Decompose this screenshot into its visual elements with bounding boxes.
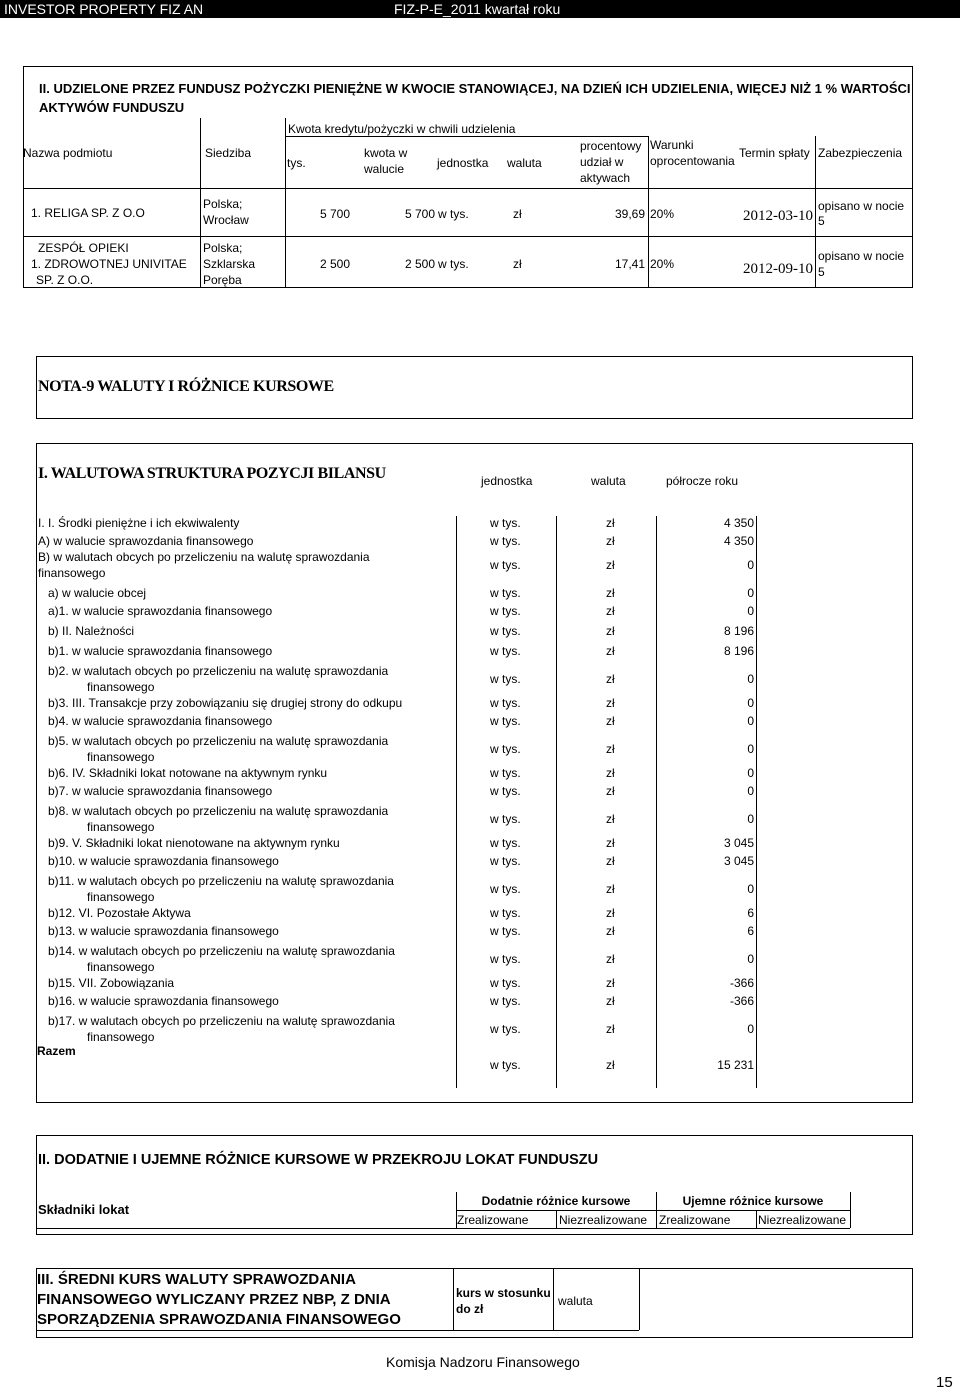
row-value: 0 [747, 586, 754, 600]
loan-row-siedziba: Polska; [203, 241, 243, 255]
section2-sub-col: Zrealizowane [659, 1213, 731, 1227]
loans-title-line2: AKTYWÓW FUNDUSZU [39, 100, 185, 115]
loan-row-proc: 17,41 [614, 257, 645, 271]
row-value: 0 [747, 882, 754, 896]
loans-col-zabezp: Zabezpieczenia [818, 146, 903, 160]
row-label: b)6. IV. Składniki lokat notowane na aktywnym rynku [48, 766, 328, 780]
row-value: 0 [747, 784, 754, 798]
row-unit: w tys. [490, 882, 521, 896]
row-currency: zł [606, 854, 615, 868]
loans-col-nazwa: Nazwa podmiotu [23, 146, 113, 160]
row-value: 0 [747, 812, 754, 826]
section1-col-jednostka: jednostka [481, 474, 533, 488]
row-unit: w tys. [490, 906, 521, 920]
row-unit: w tys. [490, 952, 521, 966]
section3-title: FINANSOWEGO WYLICZANY PRZEZ NBP, Z DNIA [37, 1291, 391, 1308]
loan-row-siedziba: Poręba [203, 273, 242, 287]
loan-row-siedziba: Szklarska [203, 257, 256, 271]
section3-title: III. ŚREDNI KURS WALUTY SPRAWOZDANIA [37, 1271, 356, 1288]
row-label: a)1. w walucie sprawozdania finansowego [48, 604, 273, 618]
section1-col-waluta: waluta [591, 474, 626, 488]
section3-title: SPORZĄDZENIA SPRAWOZDANIA FINANSOWEGO [37, 1311, 401, 1328]
loan-row-termin: 2012-03-10 [743, 208, 813, 224]
row-currency: zł [606, 714, 615, 728]
razem-unit: w tys. [490, 1058, 521, 1072]
razem-value: 15 231 [717, 1058, 754, 1072]
row-label: b)16. w walucie sprawozdania finansowego [48, 994, 279, 1008]
loans-col-tys: tys. [287, 156, 306, 170]
row-label-cont: finansowego [87, 890, 155, 904]
row-label-cont: finansowego [87, 960, 155, 974]
row-currency: zł [606, 604, 615, 618]
row-label: b)11. w walutach obcych po przeliczeniu na walutę sprawozdania [48, 874, 394, 888]
loans-title-line1: II. UDZIELONE PRZEZ FUNDUSZ POŻYCZKI PIENIĘŻNE W KWOCIE STANOWIĄCEJ, NA DZIEŃ ICH UDZIELENIA, WIĘCEJ NIŻ 1 % WARTOŚCI [39, 81, 911, 96]
row-unit: w tys. [490, 516, 521, 530]
section2-ujemne: Ujemne różnice kursowe [682, 1194, 824, 1208]
row-unit: w tys. [490, 836, 521, 850]
row-currency: zł [606, 558, 615, 572]
row-unit: w tys. [490, 672, 521, 686]
row-label: b) II. Należności [48, 624, 135, 638]
row-value: 0 [747, 742, 754, 756]
loan-row-siedziba: Polska; [203, 197, 243, 211]
row-label-cont: finansowego [87, 1030, 155, 1044]
section1-col-polrocze: półrocze roku [666, 474, 739, 488]
loan-row-name: ZESPÓŁ OPIEKI [38, 241, 129, 255]
section2-sub-col: Zrealizowane [457, 1213, 529, 1227]
loan-row-zabezp-1: opisano w nocie [818, 199, 905, 213]
razem-label: Razem [37, 1044, 76, 1058]
row-label-cont: finansowego [87, 820, 155, 834]
razem-currency: zł [606, 1058, 615, 1072]
section3-waluta: waluta [558, 1294, 593, 1308]
row-label-cont: finansowego [87, 750, 155, 764]
row-unit: w tys. [490, 766, 521, 780]
row-unit: w tys. [490, 604, 521, 618]
row-value: 0 [747, 672, 754, 686]
row-currency: zł [606, 624, 615, 638]
row-label: A) w walucie sprawozdania finansowego [38, 534, 254, 548]
row-value: 0 [747, 1022, 754, 1036]
row-unit: w tys. [490, 624, 521, 638]
row-value: 0 [747, 766, 754, 780]
loans-col-kwota-walucie-1: kwota w [364, 146, 408, 160]
row-value: -366 [729, 994, 754, 1008]
loan-row-warunki: 20% [650, 257, 675, 271]
loans-col-jednostka: jednostka [437, 156, 489, 170]
loan-row-warunki: 20% [650, 207, 675, 221]
row-currency: zł [606, 696, 615, 710]
loans-col-termin: Termin spłaty [739, 146, 810, 160]
page-number: 15 [936, 1374, 953, 1391]
section2-sub-col: Niezrealizowane [559, 1213, 648, 1227]
row-value: -366 [729, 976, 754, 990]
section3-grid [36, 1330, 639, 1331]
row-label: b)14. w walutach obcych po przeliczeniu na walutę sprawozdania [48, 944, 395, 958]
loan-row-tys: 5 700 [319, 207, 350, 221]
row-unit: w tys. [490, 534, 521, 548]
row-currency: zł [606, 534, 615, 548]
row-unit: w tys. [490, 558, 521, 572]
row-currency: zł [606, 784, 615, 798]
loan-row-jednostka: w tys. [438, 207, 469, 221]
section2-dodatnie: Dodatnie różnice kursowe [481, 1194, 631, 1208]
row-unit: w tys. [490, 854, 521, 868]
section2-skladniki: Składniki lokat [38, 1202, 130, 1217]
row-unit: w tys. [490, 784, 521, 798]
row-value: 0 [747, 604, 754, 618]
row-currency: zł [606, 952, 615, 966]
row-currency: zł [606, 742, 615, 756]
loans-grid [285, 136, 648, 137]
row-currency: zł [606, 516, 615, 530]
loan-row-name: 1. ZDROWOTNEJ UNIVITAE [31, 257, 187, 271]
row-label: b)5. w walutach obcych po przeliczeniu na walutę sprawozdania [48, 734, 389, 748]
loan-row-tys: 2 500 [319, 257, 350, 271]
row-value: 3 045 [723, 854, 754, 868]
row-value: 0 [747, 952, 754, 966]
loans-col-warunki-2: oprocentowania [650, 154, 735, 168]
loan-row-siedziba: Wrocław [203, 213, 249, 227]
row-label: a) w walucie obcej [48, 586, 147, 600]
loans-col-warunki-1: Warunki [650, 138, 694, 152]
loan-row-waluta: zł [513, 257, 522, 271]
section3-kurs: do zł [456, 1302, 484, 1316]
row-unit: w tys. [490, 1022, 521, 1036]
row-label: b)12. VI. Pozostałe Aktywa [48, 906, 191, 920]
row-unit: w tys. [490, 924, 521, 938]
row-value: 4 350 [723, 534, 754, 548]
loans-col-proc-3: aktywach [580, 171, 631, 185]
row-currency: zł [606, 836, 615, 850]
header-left: INVESTOR PROPERTY FIZ AN [4, 1, 204, 17]
section1-grid [456, 516, 457, 1088]
row-value: 0 [747, 558, 754, 572]
loans-col-kwota-walucie-2: walucie [364, 162, 405, 176]
nota-title: NOTA-9 WALUTY I RÓŻNICE KURSOWE [38, 378, 334, 395]
loan-row-kwota-w: 2 500 [404, 257, 435, 271]
row-value: 3 045 [723, 836, 754, 850]
loan-row-waluta: zł [513, 207, 522, 221]
row-unit: w tys. [490, 742, 521, 756]
row-label: B) w walutach obcych po przeliczeniu na walutę sprawozdania [38, 550, 370, 564]
loan-row-zabezp-2: 5 [818, 265, 825, 279]
section2-sub-col: Niezrealizowane [758, 1213, 847, 1227]
loans-col-proc-1: procentowy [580, 139, 642, 153]
loan-row-kwota-w: 5 700 [404, 207, 435, 221]
loan-row-name: 1. RELIGA SP. Z O.O [31, 206, 145, 220]
row-unit: w tys. [490, 696, 521, 710]
row-label: b)8. w walutach obcych po przeliczeniu na walutę sprawozdania [48, 804, 389, 818]
header-center: FIZ-P-E_2011 kwartał roku [394, 1, 561, 17]
row-unit: w tys. [490, 586, 521, 600]
row-currency: zł [606, 976, 615, 990]
section2-grid [456, 1210, 850, 1211]
row-currency: zł [606, 812, 615, 826]
loan-row-proc: 39,69 [614, 207, 645, 221]
loans-col-waluta: waluta [507, 156, 542, 170]
row-label: b)7. w walucie sprawozdania finansowego [48, 784, 273, 798]
row-currency: zł [606, 906, 615, 920]
row-value: 6 [747, 906, 754, 920]
row-value: 0 [747, 696, 754, 710]
row-currency: zł [606, 994, 615, 1008]
row-currency: zł [606, 766, 615, 780]
loans-col-siedziba: Siedziba [205, 146, 252, 160]
row-label: b)13. w walucie sprawozdania finansowego [48, 924, 279, 938]
row-label: I. I. Środki pieniężne i ich ekwiwalenty [38, 516, 240, 530]
row-value: 4 350 [723, 516, 754, 530]
row-label: b)1. w walucie sprawozdania finansowego [48, 644, 273, 658]
section3-kurs: kurs w stosunku [456, 1286, 551, 1300]
row-unit: w tys. [490, 714, 521, 728]
row-label: b)9. V. Składniki lokat nienotowane na aktywnym rynku [48, 836, 340, 850]
row-unit: w tys. [490, 644, 521, 658]
row-label: b)10. w walucie sprawozdania finansowego [48, 854, 279, 868]
footer-center: Komisja Nadzoru Finansowego [386, 1354, 580, 1370]
row-currency: zł [606, 586, 615, 600]
row-label-cont: finansowego [87, 680, 155, 694]
section2-title: II. DODATNIE I UJEMNE RÓŻNICE KURSOWE W PRZEKROJU LOKAT FUNDUSZU [38, 1152, 599, 1168]
row-label: b)2. w walutach obcych po przeliczeniu na walutę sprawozdania [48, 664, 389, 678]
row-currency: zł [606, 672, 615, 686]
section1-title: I. WALUTOWA STRUKTURA POZYCJI BILANSU [38, 465, 386, 482]
row-value: 0 [747, 714, 754, 728]
row-label: b)15. VII. Zobowiązania [48, 976, 175, 990]
row-currency: zł [606, 644, 615, 658]
loans-col-kwota-group: Kwota kredytu/pożyczki w chwili udzielenia [288, 122, 516, 136]
row-label-cont: finansowego [38, 566, 106, 580]
loans-col-proc-2: udział w [580, 155, 624, 169]
row-value: 8 196 [723, 624, 754, 638]
row-unit: w tys. [490, 994, 521, 1008]
loan-row-termin: 2012-09-10 [743, 261, 813, 277]
row-label: b)4. w walucie sprawozdania finansowego [48, 714, 273, 728]
loan-row-zabezp-1: opisano w nocie [818, 249, 905, 263]
row-label: b)3. III. Transakcje przy zobowiązaniu się drugiej strony do odkupu [48, 696, 403, 710]
row-value: 6 [747, 924, 754, 938]
row-value: 8 196 [723, 644, 754, 658]
row-currency: zł [606, 1022, 615, 1036]
row-unit: w tys. [490, 812, 521, 826]
row-currency: zł [606, 924, 615, 938]
row-unit: w tys. [490, 976, 521, 990]
row-currency: zł [606, 882, 615, 896]
loan-row-zabezp-2: 5 [818, 214, 825, 228]
row-label: b)17. w walutach obcych po przeliczeniu na walutę sprawozdania [48, 1014, 395, 1028]
loan-row-jednostka: w tys. [438, 257, 469, 271]
loan-row-name: SP. Z O.O. [36, 273, 94, 287]
